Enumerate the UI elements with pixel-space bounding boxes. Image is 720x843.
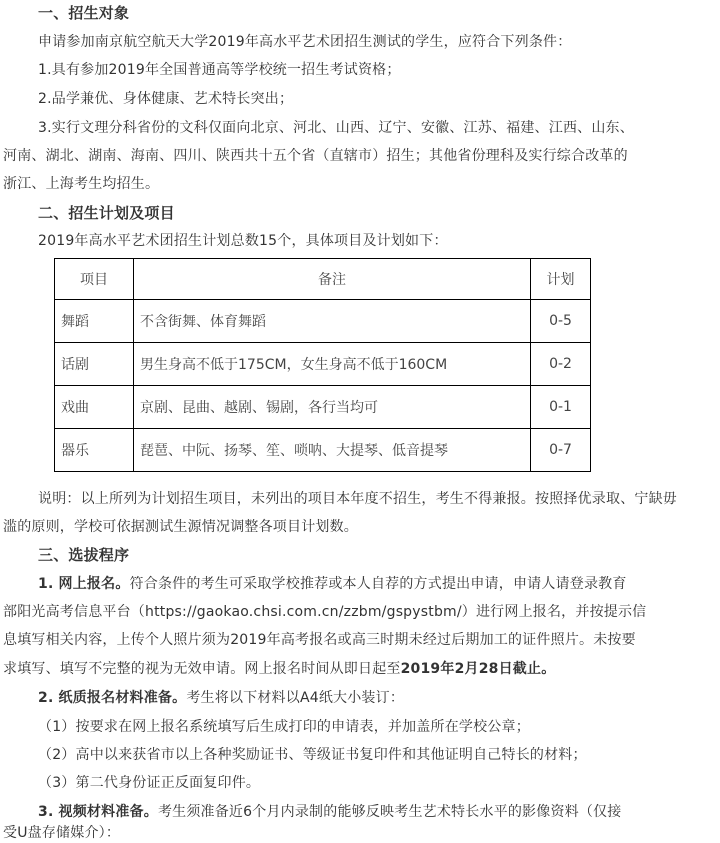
table-row — [55, 386, 591, 429]
condition-3: 3.实行文理分科省份的文科仅面向北京、河北、山西、辽宁、安徽、江苏、福建、江西、山东、 — [38, 120, 634, 136]
table-row — [55, 429, 591, 472]
step3-text: 考生须准备近6个月内录制的能够反映考生艺术特长水平的影像资料（仅接 — [157, 804, 622, 820]
table-cell: 0-1 — [531, 386, 591, 429]
table-header: 项目 — [55, 259, 134, 300]
condition-3-cont-1: 河南、湖北、湖南、海南、四川、陕西共十五个省（直辖市）招生；其他省份理科及实行综合改革的 — [3, 148, 628, 164]
table-cell: 话剧 — [55, 343, 134, 386]
table-note-1: 说明：以上所列为计划招生项目，未列出的项目本年度不招生，考生不得兼报。按照择优录取、宁缺毋 — [38, 491, 677, 507]
step2-item-1: （1）按要求在网上报名系统填写后生成打印的申请表，并加盖所在学校公章； — [38, 719, 530, 735]
step1-title: 1. 网上报名。 — [38, 576, 130, 592]
table-cell: 戏曲 — [55, 386, 134, 429]
step2-item-3: （3）第二代身份证正反面复印件。 — [38, 775, 261, 791]
step3-line-2: 受U盘存储媒介）： — [3, 825, 121, 841]
table-cell: 不含街舞、体育舞蹈 — [134, 300, 531, 343]
section1-heading: 一、招生对象 — [38, 4, 130, 22]
table-header: 备注 — [134, 259, 531, 300]
section1-intro: 申请参加南京航空航天大学2019年高水平艺术团招生测试的学生，应符合下列条件： — [38, 34, 572, 50]
table-header: 计划 — [531, 259, 591, 300]
table-cell: 0-5 — [531, 300, 591, 343]
step2-item-2: （2）高中以来获省市以上各种奖励证书、等级证书复印件和其他证明自己特长的材料； — [38, 747, 587, 763]
step1-text-end: 求填写、填写不完整的视为无效申请。网上报名时间从即日起至 — [3, 661, 401, 677]
table-cell: 0-7 — [531, 429, 591, 472]
table-cell: 男生身高不低于175CM，女生身高不低于160CM — [134, 343, 531, 386]
section3-heading: 三、选拔程序 — [38, 546, 130, 564]
table-cell: 舞蹈 — [55, 300, 134, 343]
step1-line-3: 息填写相关内容，上传个人照片须为2019年高考报名或高三时期未经过后期加工的证件照片。未按要 — [3, 632, 636, 648]
condition-1: 1.具有参加2019年全国普通高等学校统一招生考试资格； — [38, 62, 401, 78]
section2-intro: 2019年高水平艺术团招生计划总数15个，具体项目及计划如下： — [38, 233, 448, 249]
table-note-2: 滥的原则，学校可依据测试生源情况调整各项目计划数。 — [3, 519, 358, 535]
table-row — [55, 343, 591, 386]
step3-line-1 — [38, 802, 716, 822]
table-header-row — [55, 259, 591, 300]
step1-line-1 — [38, 574, 716, 594]
step1-line-4 — [3, 659, 716, 679]
table-cell: 器乐 — [55, 429, 134, 472]
table-cell: 京剧、昆曲、越剧、锡剧，各行当均可 — [134, 386, 531, 429]
section2-heading: 二、招生计划及项目 — [38, 204, 175, 222]
step1-line-2: 部阳光高考信息平台（https://gaokao.chsi.com.cn/zzbm/gspystbm/）进行网上报名，并按提示信 — [3, 604, 647, 620]
step3-title: 3. 视频材料准备。 — [38, 804, 158, 820]
step2-text: 考生将以下材料以A4纸大小装订： — [186, 690, 405, 706]
table-cell: 0-2 — [531, 343, 591, 386]
step2-line — [38, 688, 716, 708]
condition-3-cont-2: 浙江、上海考生均招生。 — [3, 176, 160, 192]
recruitment-plan-table — [54, 258, 591, 472]
registration-deadline: 2019年2月28日截止。 — [400, 661, 556, 677]
table-cell: 琵琶、中阮、扬琴、笙、唢呐、大提琴、低音提琴 — [134, 429, 531, 472]
condition-2: 2.品学兼优、身体健康、艺术特长突出； — [38, 91, 294, 107]
step1-text: 符合条件的考生可采取学校推荐或本人自荐的方式提出申请，申请人请登录教育 — [129, 576, 627, 592]
table-row — [55, 300, 591, 343]
step2-title: 2. 纸质报名材料准备。 — [38, 690, 187, 706]
